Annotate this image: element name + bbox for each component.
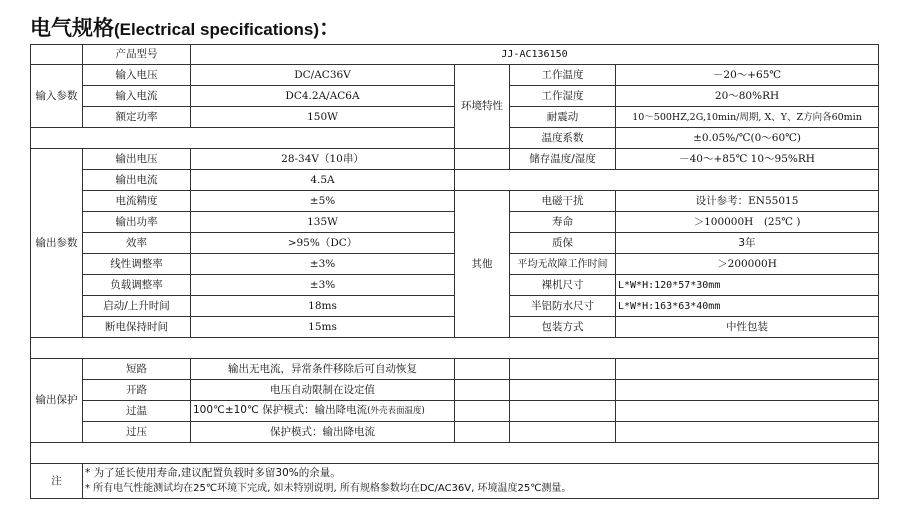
notes-label: 注: [31, 464, 83, 499]
enclosure-size-label: 半铝防水尺寸: [510, 296, 616, 317]
emi-label: 电磁干扰: [510, 191, 616, 212]
life-label: 寿命: [510, 212, 616, 233]
holdup-value: 15ms: [191, 317, 455, 338]
cell-empty: [616, 359, 879, 380]
spec-table: [30, 44, 879, 499]
over-volt-value: 保护模式：输出降电流: [191, 422, 455, 443]
over-volt-label: 过压: [83, 422, 191, 443]
storage-value: －40～+85℃ 10～95%RH: [616, 149, 879, 170]
accuracy-value: ±5%: [191, 191, 455, 212]
mtbf-label: 平均无故障工作时间: [510, 254, 616, 275]
line-reg-label: 线性调整率: [83, 254, 191, 275]
open-value: 电压自动限制在设定值: [191, 380, 455, 401]
work-temp-value: －20～+65℃: [616, 65, 879, 86]
table-row-notes: [31, 464, 879, 499]
output-voltage-label: 输出电压: [83, 149, 191, 170]
startup-value: 18ms: [191, 296, 455, 317]
input-group-label: 输入参数: [31, 65, 83, 128]
over-temp-value: 100℃±10℃ 保护模式：输出降电流: [193, 404, 368, 416]
output-current-value: 4.5A: [191, 170, 455, 191]
table-row: [31, 401, 879, 422]
protection-group-label: 输出保护: [31, 359, 83, 443]
load-reg-label: 负载调整率: [83, 275, 191, 296]
warranty-value: 3年: [616, 233, 879, 254]
output-group-label: 输出参数: [31, 149, 83, 338]
environment-group-label: 环境特性: [455, 65, 510, 149]
input-current-label: 输入电流: [83, 86, 191, 107]
bare-size-value: L*W*H:120*57*30mm: [616, 275, 879, 296]
work-humidity-label: 工作湿度: [510, 86, 616, 107]
open-label: 开路: [83, 380, 191, 401]
warranty-label: 质保: [510, 233, 616, 254]
startup-label: 启动/上升时间: [83, 296, 191, 317]
cell-empty: [616, 401, 879, 422]
input-voltage-value: DC/AC36V: [191, 65, 455, 86]
efficiency-value: >95%（DC）: [191, 233, 455, 254]
vibration-value: 10～500HZ,2G,10min/周期, X、Y、Z方向各60min: [616, 107, 879, 128]
accuracy-label: 电流精度: [83, 191, 191, 212]
table-row-spacer: [31, 338, 879, 359]
table-row-model: [31, 45, 879, 65]
title-main: 电气规格: [30, 16, 114, 40]
table-row: [31, 359, 879, 380]
other-group-label: 其他: [455, 191, 510, 338]
output-current-label: 输出电流: [83, 170, 191, 191]
output-power-value: 135W: [191, 212, 455, 233]
cell-empty: [510, 380, 616, 401]
cell-empty: [31, 443, 879, 464]
storage-label: 储存温度/湿度: [510, 149, 616, 170]
vibration-label: 耐震动: [510, 107, 616, 128]
packing-value: 中性包装: [616, 317, 879, 338]
cell-empty: [616, 422, 879, 443]
output-power-label: 输出功率: [83, 212, 191, 233]
cell-empty: [510, 401, 616, 422]
cell-empty: [455, 422, 510, 443]
cell-empty: [31, 45, 83, 65]
cell-empty: [31, 128, 455, 149]
input-power-value: 150W: [191, 107, 455, 128]
table-row: [31, 170, 879, 191]
over-temp-note: (外壳表面温度): [367, 406, 425, 416]
table-row-spacer: [31, 443, 879, 464]
table-row: [31, 149, 879, 170]
table-row: [31, 380, 879, 401]
title-colon: ：: [319, 16, 341, 40]
input-voltage-label: 输入电压: [83, 65, 191, 86]
emi-value: 设计参考：EN55015: [616, 191, 879, 212]
life-value: ＞100000H (25℃ ): [616, 212, 879, 233]
input-current-value: DC4.2A/AC6A: [191, 86, 455, 107]
temp-coeff-value: ±0.05%/℃(0～60℃): [616, 128, 879, 149]
efficiency-label: 效率: [83, 233, 191, 254]
cell-empty: [455, 359, 510, 380]
cell-empty: [455, 401, 510, 422]
cell-empty: [455, 170, 879, 191]
short-value: 输出无电流，异常条件移除后可自动恢复: [191, 359, 455, 380]
packing-label: 包装方式: [510, 317, 616, 338]
over-temp-label: 过温: [83, 401, 191, 422]
cell-empty: [31, 338, 879, 359]
model-value: JJ-AC136150: [191, 45, 879, 65]
cell-empty: [510, 359, 616, 380]
temp-coeff-label: 温度系数: [510, 128, 616, 149]
cell-empty: [510, 422, 616, 443]
enclosure-size-value: L*W*H:163*63*40mm: [616, 296, 879, 317]
over-temp-cell: [191, 401, 455, 422]
model-label: 产品型号: [83, 45, 191, 65]
work-temp-label: 工作温度: [510, 65, 616, 86]
note-line-1: * 为了延长使用寿命,建议配置负载时多留30%的余量。: [85, 467, 341, 479]
mtbf-value: ＞200000H: [616, 254, 879, 275]
holdup-label: 断电保持时间: [83, 317, 191, 338]
output-voltage-value: 28-34V（10串）: [191, 149, 455, 170]
cell-empty: [455, 149, 510, 170]
input-power-label: 额定功率: [83, 107, 191, 128]
line-reg-value: ±3%: [191, 254, 455, 275]
cell-empty: [455, 380, 510, 401]
note-line-2: * 所有电气性能测试均在25℃环境下完成, 如未特别说明, 所有规格参数均在DC/AC36V, 环境温度25℃测量。: [85, 483, 572, 494]
title-sub: (Electrical specifications): [114, 20, 320, 39]
work-humidity-value: 20～80%RH: [616, 86, 879, 107]
cell-empty: [616, 380, 879, 401]
table-row: [31, 65, 879, 86]
bare-size-label: 裸机尺寸: [510, 275, 616, 296]
table-row: [31, 422, 879, 443]
page-title: [30, 12, 340, 42]
table-row: [31, 191, 879, 212]
short-label: 短路: [83, 359, 191, 380]
notes-cell: [83, 464, 879, 499]
load-reg-value: ±3%: [191, 275, 455, 296]
